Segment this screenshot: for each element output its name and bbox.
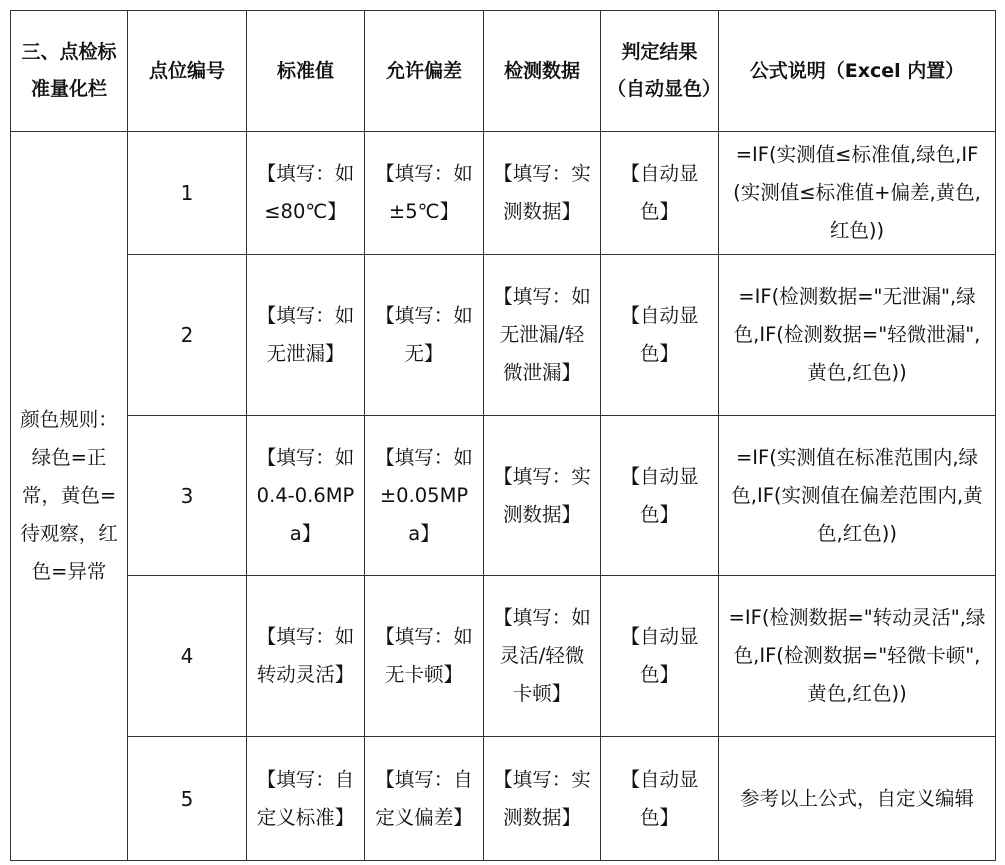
result-cell: 【自动显色】 (601, 132, 719, 255)
inspection-standard-table (10, 10, 996, 861)
tolerance-header: 允许偏差 (365, 11, 484, 132)
point-no-cell: 1 (128, 132, 247, 255)
table-row (11, 416, 996, 576)
tolerance-cell[interactable]: 【填写：如±5℃】 (365, 132, 484, 255)
point-no-cell: 4 (128, 576, 247, 737)
table-row (11, 576, 996, 737)
standard-cell[interactable]: 【填写：如转动灵活】 (247, 576, 365, 737)
table-row (11, 737, 996, 861)
tolerance-cell[interactable]: 【填写：自定义偏差】 (365, 737, 484, 861)
result-cell: 【自动显色】 (601, 255, 719, 416)
tolerance-cell[interactable]: 【填写：如无】 (365, 255, 484, 416)
measured-header: 检测数据 (484, 11, 601, 132)
result-cell: 【自动显色】 (601, 416, 719, 576)
standard-cell[interactable]: 【填写：自定义标准】 (247, 737, 365, 861)
tolerance-cell[interactable]: 【填写：如无卡顿】 (365, 576, 484, 737)
measured-cell[interactable]: 【填写：实测数据】 (484, 132, 601, 255)
formula-cell: =IF(检测数据="无泄漏",绿色,IF(检测数据="轻微泄漏",黄色,红色)) (719, 255, 996, 416)
measured-cell[interactable]: 【填写：如灵活/轻微卡顿】 (484, 576, 601, 737)
point-no-cell: 3 (128, 416, 247, 576)
measured-cell[interactable]: 【填写：实测数据】 (484, 737, 601, 861)
result-cell: 【自动显色】 (601, 737, 719, 861)
point-no-header: 点位编号 (128, 11, 247, 132)
table-row (11, 255, 996, 416)
formula-header: 公式说明（Excel 内置） (719, 11, 996, 132)
formula-cell: =IF(检测数据="转动灵活",绿色,IF(检测数据="轻微卡顿",黄色,红色)) (719, 576, 996, 737)
formula-cell: 参考以上公式，自定义编辑 (719, 737, 996, 861)
formula-cell: =IF(实测值≤标准值,绿色,IF(实测值≤标准值+偏差,黄色,红色)) (719, 132, 996, 255)
point-no-cell: 5 (128, 737, 247, 861)
point-no-cell: 2 (128, 255, 247, 416)
standard-header: 标准值 (247, 11, 365, 132)
standard-cell[interactable]: 【填写：如≤80℃】 (247, 132, 365, 255)
standard-cell[interactable]: 【填写：如 0.4-0.6MPa】 (247, 416, 365, 576)
measured-cell[interactable]: 【填写：如无泄漏/轻微泄漏】 (484, 255, 601, 416)
table-row (11, 132, 996, 255)
tolerance-cell[interactable]: 【填写：如±0.05MPa】 (365, 416, 484, 576)
section-title-header: 三、点检标准量化栏 (11, 11, 128, 132)
result-header: 判定结果（自动显色） (601, 11, 719, 132)
measured-cell[interactable]: 【填写：实测数据】 (484, 416, 601, 576)
header-row (11, 11, 996, 132)
standard-cell[interactable]: 【填写：如无泄漏】 (247, 255, 365, 416)
result-cell: 【自动显色】 (601, 576, 719, 737)
color-rule-cell: 颜色规则：绿色=正常，黄色=待观察，红色=异常 (11, 132, 128, 861)
formula-cell: =IF(实测值在标准范围内,绿色,IF(实测值在偏差范围内,黄色,红色)) (719, 416, 996, 576)
